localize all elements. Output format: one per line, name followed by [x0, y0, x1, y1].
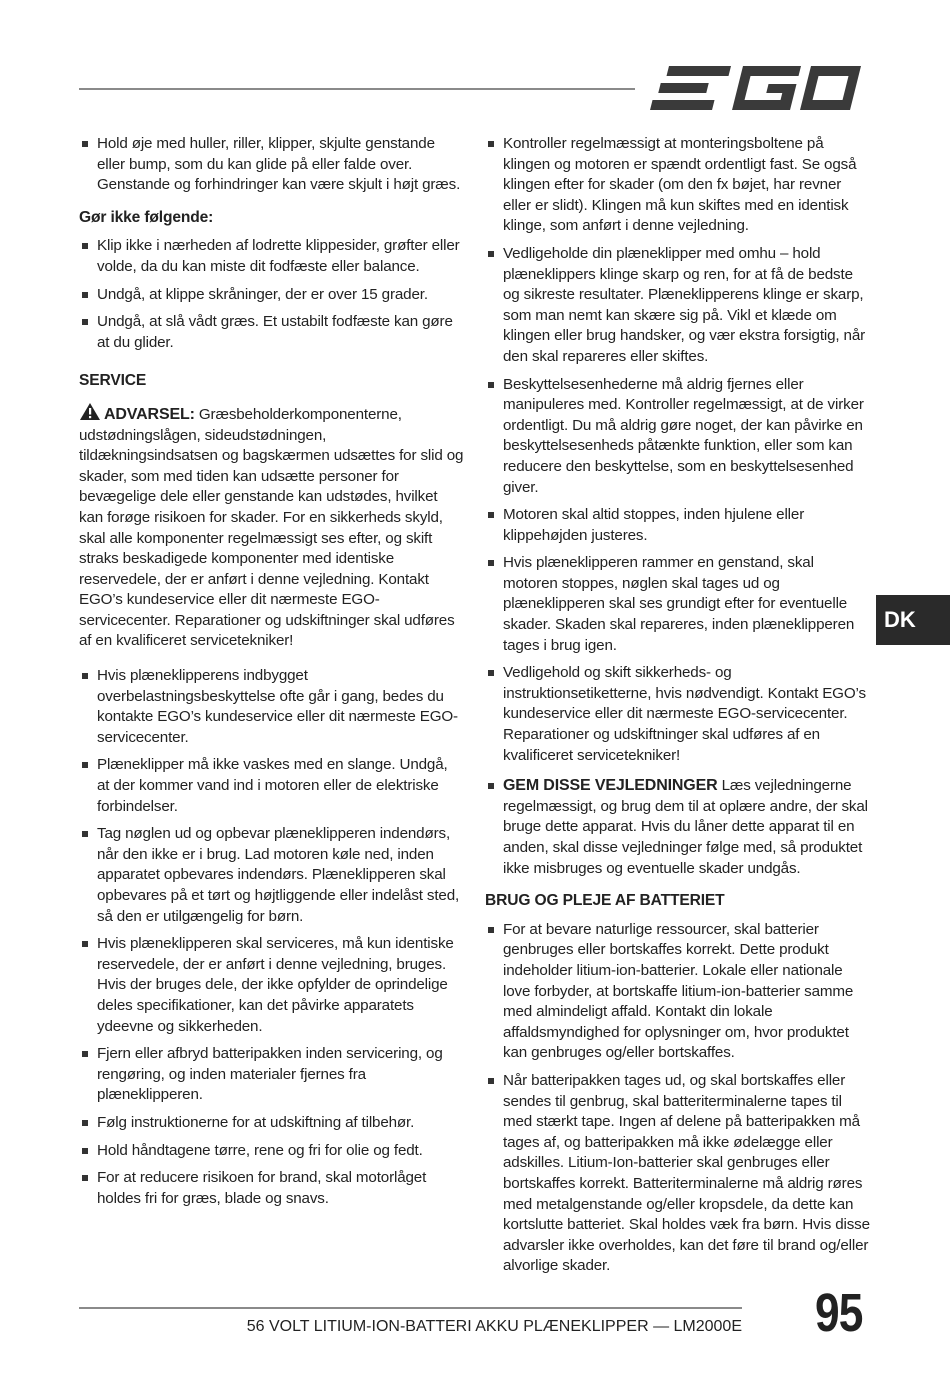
- bullet-square-icon: [488, 783, 494, 789]
- bullet-square-icon: [488, 141, 494, 147]
- bullet-square-icon: [488, 512, 494, 518]
- warning-text: Græsbeholderkomponenterne, udstødningslågen, sideudstødningen, tildækningsindsatsen og bagskærmen udsættes for slid og skader, som med tiden kan udsætte personer for bevægelige dele eller genstande kan udstødes, hvilket kan forøge risikoen for skader. For en sikkerheds skyld, skal alle komponenter regelmæssigt ses efter, og skift straks beskadigede komponenter med identiske reservedele, der er anført i denne vejledning. Kontakt EGO’s kundeservice eller dit nærmeste EGO-servicecenter. Reparationer og udskiftninger skal udføres af en kvalificeret servicetekniker!: [79, 405, 464, 650]
- bullet-square-icon: [488, 1078, 494, 1084]
- bullet-square-icon: [82, 1120, 88, 1126]
- section-heading-service: SERVICE: [79, 372, 147, 390]
- language-tab-dk: DK: [876, 595, 950, 645]
- bullet-square-icon: [82, 1175, 88, 1181]
- list-item: Plæneklipper må ikke vaskes med en slange. Undgå, at der kommer vand ind i motoren eller de elektriske forbindelser.: [79, 755, 464, 817]
- bullet-square-icon: [82, 141, 88, 147]
- left-column: [79, 134, 464, 1216]
- list-item: Hold håndtagene tørre, rene og fri for olie og fedt.: [79, 1141, 464, 1162]
- bullet-square-icon: [82, 243, 88, 249]
- list-item: Klip ikke i nærheden af lodrette klippesider, grøfter eller volde, da du kan miste dit fodfæste eller balance.: [79, 236, 464, 277]
- bullet-square-icon: [82, 292, 88, 298]
- page-number: 95: [815, 1283, 863, 1343]
- bullet-square-icon: [488, 251, 494, 257]
- list-item: Kontroller regelmæssigt at monteringsboltene på klingen og motoren er spændt ordentligt fast. Se også klingen efter for skader (om den fx bøjet, har revner eller er slidt). Klingen må kun skiftes med en identisk klinge, som anført i denne vejledning.: [485, 134, 870, 237]
- list-item: Hvis plæneklipperen rammer en genstand, skal motoren stoppes, nøglen skal tages ud og plæneklipperen skal ses grundigt efter for eventuelle skader. Skaden skal repareres, inden plæneklipperen tages i brug igen.: [485, 553, 870, 656]
- list-item: Undgå, at slå vådt græs. Et ustabilt fodfæste kan gøre at du glider.: [79, 312, 464, 353]
- footer-product-line: 56 VOLT LITIUM-ION-BATTERI AKKU PLÆNEKLIPPER — LM2000E: [246, 1318, 742, 1335]
- bullet-square-icon: [488, 382, 494, 388]
- warning-triangle-icon: [79, 402, 101, 421]
- list-item: Fjern eller afbryd batteripakken inden servicering, og rengøring, og inden materialer fjernes fra plæneklipperen.: [79, 1044, 464, 1106]
- keep-instructions-label: GEM DISSE VEJLEDNINGER: [503, 777, 718, 795]
- section-heading-battery: BRUG OG PLEJE AF BATTERIET: [485, 892, 725, 910]
- bullet-square-icon: [82, 673, 88, 679]
- bullet-square-icon: [82, 831, 88, 837]
- list-item: Motoren skal altid stoppes, inden hjulene eller klippehøjden justeres.: [485, 505, 870, 546]
- bullet-square-icon: [82, 1148, 88, 1154]
- bullet-square-icon: [82, 319, 88, 325]
- bullet-square-icon: [488, 670, 494, 676]
- list-item: For at bevare naturlige ressourcer, skal batterier genbruges eller bortskaffes korrekt. Dette produkt indeholder litium-ion-batterier. Lokale eller nationale love forbyder, at bortskaffe litium-ion-batterier samme med almindeligt affald. Kontakt din lokale affaldsmyndighed for oplysninger om, hvor produktet kan genbruges og/eller bortskaffes.: [485, 920, 870, 1064]
- list-item: Hvis plæneklipperen skal serviceres, må kun identiske reservedele, der er anført i denne vejledning, bruges. Hvis der bruges dele, der ikke opfylder de oprindelige deles specifikationer, kan det påvirke apparatets ydeevne og sikkerheden.: [79, 934, 464, 1037]
- right-column: [485, 134, 870, 1284]
- ego-logo: [650, 62, 862, 114]
- bullet-square-icon: [82, 1051, 88, 1057]
- keep-instructions-item: GEM DISSE VEJLEDNINGER Læs vejledningerne regelmæssigt, og brug dem til at oplære andre, der skal bruge dette apparat. Hvis du låner dette apparat til en anden, skal disse vejledninger følge med, så produktet ikke misbruges og eventuelle skader undgås.: [485, 776, 870, 879]
- warning-paragraph: [79, 402, 464, 652]
- list-item: Beskyttelsesenhederne må aldrig fjernes eller manipuleres med. Kontroller regelmæssigt, at de virker ordentligt. Du må aldrig gøre noget, der kan påvirke en beskyttelsesenheds påtænkte funktion, eller som kan reducere den beskyttelse, som en beskyttelsesenhed giver.: [485, 375, 870, 499]
- list-item: Hold øje med huller, riller, klipper, skjulte genstande eller bump, som du kan glide på eller falde over. Genstande og forhindringer kan være skjult i højt græs.: [79, 134, 464, 196]
- bullet-square-icon: [82, 762, 88, 768]
- list-item: Tag nøglen ud og opbevar plæneklipperen indendørs, når den ikke er i brug. Lad motoren køle ned, inden apparatet opbevares indendørs. Plæneklipperen skal opbevares på et tørt og højtliggende eller indelåst sted, så den er utilgængelig for børn.: [79, 824, 464, 927]
- list-item: For at reducere risikoen for brand, skal motorlåget holdes fri for græs, blade og snavs.: [79, 1168, 464, 1209]
- list-item: Vedligehold og skift sikkerheds- og instruktionsetiketterne, hvis nødvendigt. Kontakt EGO’s kundeservice eller dit nærmeste EGO-servicecenter. Reparationer og udskiftninger skal udføres af en kvalificeret servicetekniker!: [485, 663, 870, 766]
- list-item: Når batteripakken tages ud, og skal bortskaffes eller sendes til genbrug, skal batteriterminalerne tapes til med stærkt tape. Ingen af delene på batteripakken må tages af, og batteripakken må ikke ødelægge eller adskilles. Litium-Ion-batterier skal genbruges eller bortskaffes korrekt. Batteriterminalerne må aldrig røres med metalgenstande og/eller kropsdele, da dette kan kortslutte batteriet. Skal holdes væk fra børn. Hvis disse advarsler ikke overholdes, kan det føre til brand og/eller alvorlige skader.: [485, 1071, 870, 1277]
- list-item: Undgå, at klippe skråninger, der er over 15 grader.: [79, 285, 464, 306]
- bullet-square-icon: [82, 941, 88, 947]
- list-item: Følg instruktionerne for at udskiftning af tilbehør.: [79, 1113, 464, 1134]
- bullet-square-icon: [488, 927, 494, 933]
- list-item: Hvis plæneklipperens indbygget overbelastningsbeskyttelse ofte går i gang, bedes du kontakte EGO’s kundeservice eller dit nærmeste EGO-servicecenter.: [79, 666, 464, 748]
- section-heading-dont: Gør ikke følgende:: [79, 208, 214, 226]
- footer-rule: [79, 1307, 742, 1309]
- bullet-square-icon: [488, 560, 494, 566]
- list-item: Vedligeholde din plæneklipper med omhu – hold plæneklippers klinge skarp og ren, for at få de bedste og sikreste resultater. Plæneklipperens klinge er skarp, som man nemt kan skære sig på. Vikl et klæde om klingen eller brug handsker, og vær ekstra forsigtig, når den skal repareres eller skiftes.: [485, 244, 870, 368]
- header-rule: [79, 88, 635, 90]
- warning-label: ADVARSEL:: [104, 405, 195, 423]
